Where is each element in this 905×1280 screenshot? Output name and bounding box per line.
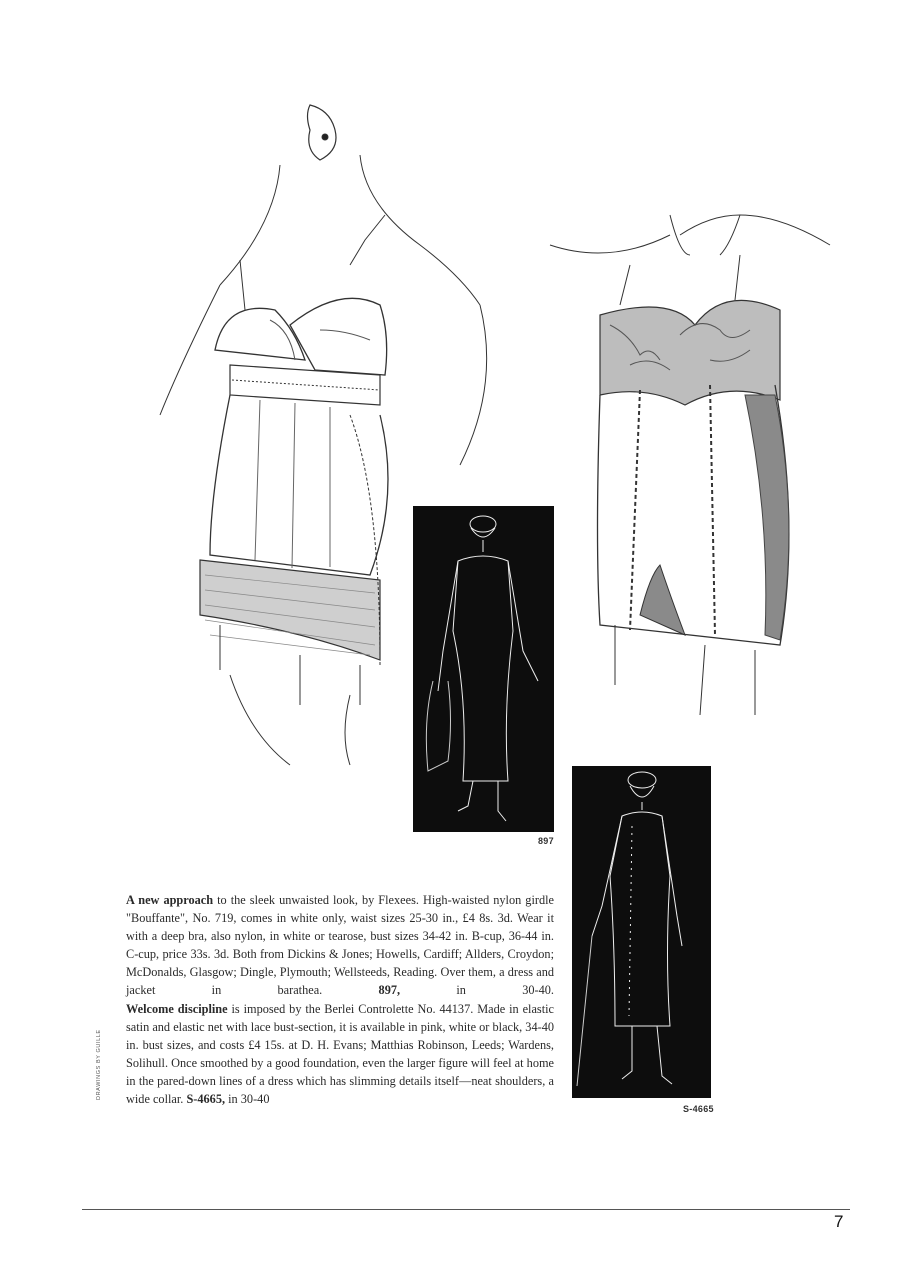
article-text bbox=[126, 891, 554, 1108]
paragraph-berlei bbox=[126, 1000, 554, 1109]
lead-welcome-discipline: Welcome discipline bbox=[126, 1001, 228, 1016]
photo-897-caption: 897 bbox=[538, 836, 554, 846]
style-code-s4665: S-4665, bbox=[186, 1092, 226, 1107]
paragraph-1-tail: in 30-40. bbox=[400, 983, 555, 998]
lead-a-new-approach: A new approach bbox=[126, 893, 214, 907]
paragraph-2-tail: in 30-40 bbox=[225, 1092, 270, 1107]
illustration-credit: DRAWINGS BY GUILLE bbox=[96, 1029, 102, 1100]
dress-photo-897 bbox=[413, 506, 554, 832]
dress-photo-s4665 bbox=[572, 766, 711, 1098]
corselette-illustration bbox=[540, 195, 840, 755]
page-number: 7 bbox=[834, 1212, 844, 1231]
photo-s4665-caption: S-4665 bbox=[683, 1104, 714, 1114]
paragraph-2-body: is imposed by the Berlei Controlette No. 44137. Made in elastic satin and elastic net with lace bust-section, it is available in pink, white or black, 34-40 in. bust sizes, and costs £4 15s. at D. H. Evans; Matthias Robinson, Leeds; Wardens, Solihull. Once smoothed by a good foundation, even the larger figure will feel at home in the pared-down lines of a dress which has slimming details itself—neat shoulders, a wide collar. bbox=[126, 1001, 554, 1107]
paragraph-flexees bbox=[126, 891, 554, 1000]
paragraph-1-body: to the sleek unwaisted look, by Flexees. High-waisted nylon girdle "Bouffante", No. 719, comes in white only, waist sizes 25-30 in., £4 8s. 3d. Wear it with a deep bra, also nylon, in white or tearose, bust sizes 34-42 in. B-cup, 36-44 in. C-cup, price 33s. 3d. Both from Dickins & Jones; Howells, Cardiff; Allders, Croydon; McDonalds, Glasgow; Dingle, Plymouth; Wellsteeds, Reading. Over them, a dress and jacket in barathea. bbox=[126, 893, 554, 998]
footer-rule bbox=[82, 1209, 850, 1210]
style-code-897: 897, bbox=[378, 983, 401, 998]
